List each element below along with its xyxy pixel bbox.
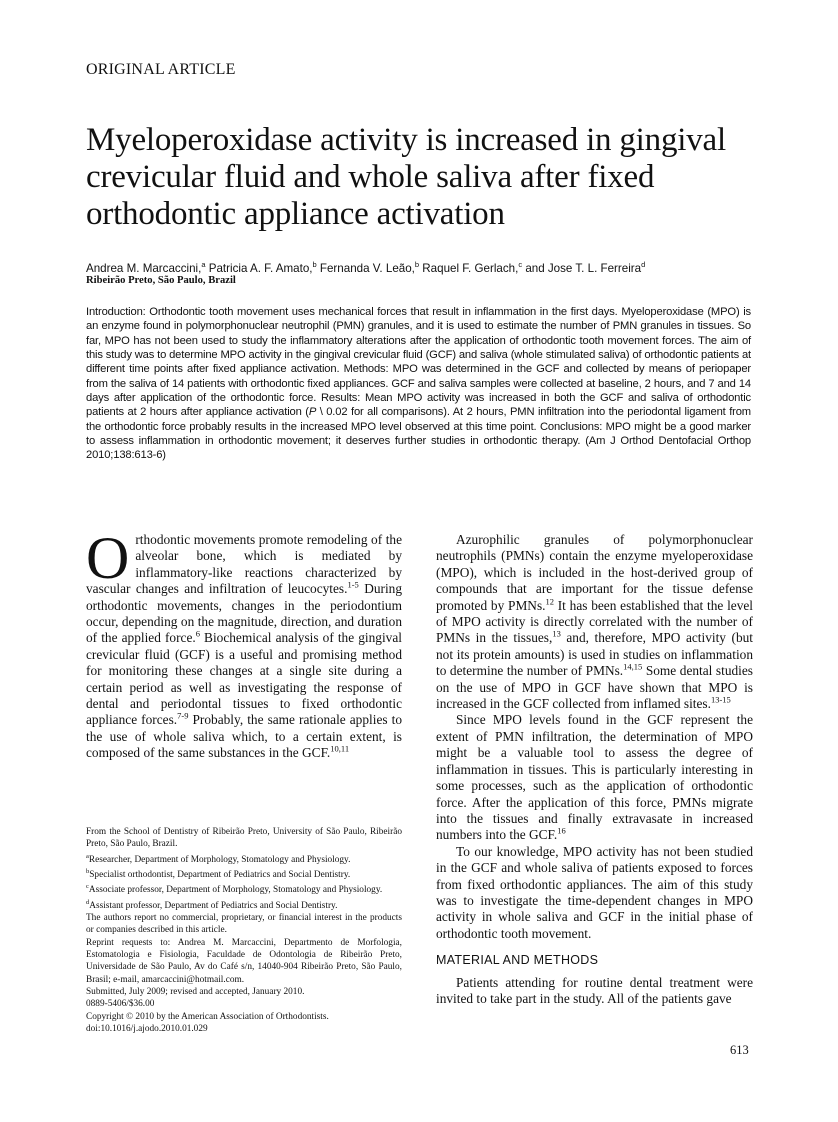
paragraph-text: and, therefore, MPO activity (but not its protein amounts) is used in studies on inflammation to determine the number of PMNs. <box>436 630 754 679</box>
intro-paragraph-3 <box>436 712 753 843</box>
abstract-part-1: Introduction: Orthodontic tooth movement uses mechanical forces that result in inflammation in the first days. Myeloperoxidase (MPO) is an enzyme found in polymorphonuclear neutrophil (PMN) granules, and it is used to estimate the number of PMN granules in tissues. So far, MPO has not been used to study the inflammatory alterations after the application of orthodontic tooth movement forces. The aim of this study was to determine MPO activity in the gingival crevicular fluid (GCF) and saliva (whole stimulated saliva) of orthodontic patients at different time points after fixed appliance activation. Methods: MPO was determined in the GCF and collected by means of periopaper from the saliva of 14 patients with orthodontic fixed appliances. GCF and saliva samples were collected at baseline, 2 hours, and 7 and 14 days after application of the orthodontic force. Results: Mean MPO activity was increased in both the GCF and saliva of orthodontic patients at 2 hours after appliance activation ( <box>86 306 752 419</box>
paragraph-text: During orthodontic movements, changes in the periodontium occur, depending on the magnitude, direction, and duration of the applied force. <box>86 581 403 646</box>
footnote-copyright: Copyright © 2010 by the American Association of Orthodontists. <box>86 1011 329 1022</box>
author-affiliation-marker: c <box>518 260 523 269</box>
author-affiliation-marker: a <box>201 260 206 269</box>
abstract <box>86 305 751 463</box>
author-affiliation-marker: b <box>414 260 420 269</box>
footnote-from: From the School of Dentistry of Ribeirão Preto, University of São Paulo, Ribeirão Preto, São Paulo, Brazil. <box>86 827 402 850</box>
author-name: Raquel F. Gerlach, <box>422 261 519 275</box>
citation-ref: 13 <box>552 629 561 639</box>
footnote-author-roles <box>86 851 402 913</box>
citation-ref: 10,11 <box>330 743 350 754</box>
paragraph-text: Since MPO levels found in the GCF represent the extent of PMN infiltration, the determination of MPO might be a valuable tool to assess the degree of inflammation in tissues. This is particularly interesting in some processes, such as the application of orthodontic force. After the application of this force, PMNs migrate into the tissues and finally extravasate in increased numbers into the GCF. <box>436 712 753 843</box>
citation-ref: 16 <box>557 825 566 836</box>
paragraph-text: Biochemical analysis of the gingival crevicular fluid (GCF) is a useful and promising method for monitoring these changes at a single site during a certain period as well as investigating the response of dental and periodontal tissues to fixed orthodontic appliance forces. <box>86 630 402 728</box>
paragraph-text: Probably, the same rationale applies to the use of whole saliva which, to a certain extent, is composed of the same substances in the GCF. <box>86 712 402 761</box>
footnote-marker: d <box>86 898 90 906</box>
footnote-item <box>86 897 402 912</box>
footnotes <box>86 826 402 1035</box>
citation-ref: 13-15 <box>710 694 731 705</box>
body-column-right <box>436 532 753 1007</box>
author-name: Andrea M. Marcaccini, <box>86 261 202 275</box>
footnote-text: Researcher, Department of Morphology, Stomatology and Physiology. <box>88 854 351 865</box>
abstract-part-2: \ 0.02 for all comparisons). At 2 hours, PMN infiltration into the periodontal ligament from the orthodontic force probably results in the increased MPO level observed at this time point. Conclusions: MPO might be a good marker to assess inflammation in orthodontic movement; it deserves further studies in orthodontic therapy. (Am J Orthod Dentofacial Orthop 2010;138:613-6) <box>86 406 751 462</box>
citation-ref: 1-5 <box>347 579 359 590</box>
paragraph-text: It has been established that the level of MPO activity is directly correlated with the number of PMNs in the tissues, <box>436 597 753 646</box>
author-affiliation-marker: d <box>641 260 646 269</box>
footnote-text: Specialist orthodontist, Department of Pediatrics and Social Dentistry. <box>89 870 351 881</box>
footnote-text: Associate professor, Department of Morphology, Stomatology and Physiology. <box>88 885 383 896</box>
footnote-reprint: Reprint requests to: Andrea M. Marcaccini, Departmento de Morfologia, Estomatologia e Fisiologia, Faculdade de Odontologia de Ribeirão Preto, Universidade de São Paulo, Av do Café s/n, 14040-904 Ribeirão Preto, São Paulo, Brasil; e-mail, amarcaccini@hotmail.com. <box>86 937 402 985</box>
footnote-item <box>86 881 402 896</box>
author-list <box>86 257 766 276</box>
citation-ref: 7-9 <box>177 711 189 722</box>
citation-ref: 12 <box>545 596 554 607</box>
citation-ref: 14,15 <box>623 661 643 672</box>
author-affiliation-marker: b <box>312 260 317 269</box>
footnote-doi: doi:10.1016/j.ajodo.2010.01.029 <box>86 1023 208 1034</box>
page-number: 613 <box>730 1043 749 1057</box>
section-heading-methods: MATERIAL AND METHODS <box>436 953 599 968</box>
author-name: and Jose T. L. Ferreira <box>525 261 642 275</box>
footnote-marker: a <box>86 852 89 860</box>
author-affiliation: Ribeirão Preto, São Paulo, Brazil <box>86 275 236 286</box>
citation-ref: 6 <box>195 629 200 639</box>
paragraph-text: Azurophilic granules of polymorphonuclear neutrophils (PMNs) contain the enzyme myeloperoxidase (MPO), which is included in the host-derived group of compounds that are important for the tissue defense promoted by PMNs. <box>436 532 753 613</box>
footnote-item <box>86 866 402 881</box>
author-name: Fernanda V. Leão, <box>319 261 415 275</box>
paragraph-text: rthodontic movements promote remodeling of the alveolar bone, which is mediated by inflammatory-like reactions characterized by vascular changes and infiltration of leucocytes. <box>86 532 402 597</box>
intro-paragraph-1 <box>86 525 403 762</box>
abstract-p-symbol: P <box>308 406 317 419</box>
methods-paragraph-1: Patients attending for routine dental treatment were invited to take part in the study. All of the patients gave <box>436 974 753 1006</box>
section-label: ORIGINAL ARTICLE <box>86 61 236 78</box>
author-name: Patricia A. F. Amato, <box>208 261 313 275</box>
footnote-issn: 0889-5406/$36.00 <box>86 999 155 1010</box>
intro-paragraph-4: To our knowledge, MPO activity has not been studied in the GCF and whole saliva of patients exposed to forces from fixed orthodontic appliances. The aim of this study was to investigate the time-dependent changes in MPO activity in whole saliva and GCF in the initial phase of orthodontic tooth movement. <box>436 843 753 941</box>
footnote-item <box>86 851 402 866</box>
footnote-disclosure: The authors report no commercial, proprietary, or financial interest in the products or companies described in this article. <box>86 913 402 936</box>
footnote-marker: b <box>86 867 90 875</box>
body-column-left <box>86 525 403 762</box>
footnote-text: Assistant professor, Department of Pediatrics and Social Dentistry. <box>89 900 338 911</box>
footnote-submitted: Submitted, July 2009; revised and accepted, January 2010. <box>86 986 305 997</box>
drop-cap: O <box>86 525 130 591</box>
article-title: Myeloperoxidase activity is increased in gingival crevicular fluid and whole saliva after fixed orthodontic appliance activation <box>86 122 726 232</box>
footnote-marker: c <box>86 883 89 891</box>
paragraph-text: Some dental studies on the use of MPO in GCF have shown that MPO is increased in the GCF collected from inflamed sites. <box>436 663 753 712</box>
intro-paragraph-2 <box>436 532 753 712</box>
